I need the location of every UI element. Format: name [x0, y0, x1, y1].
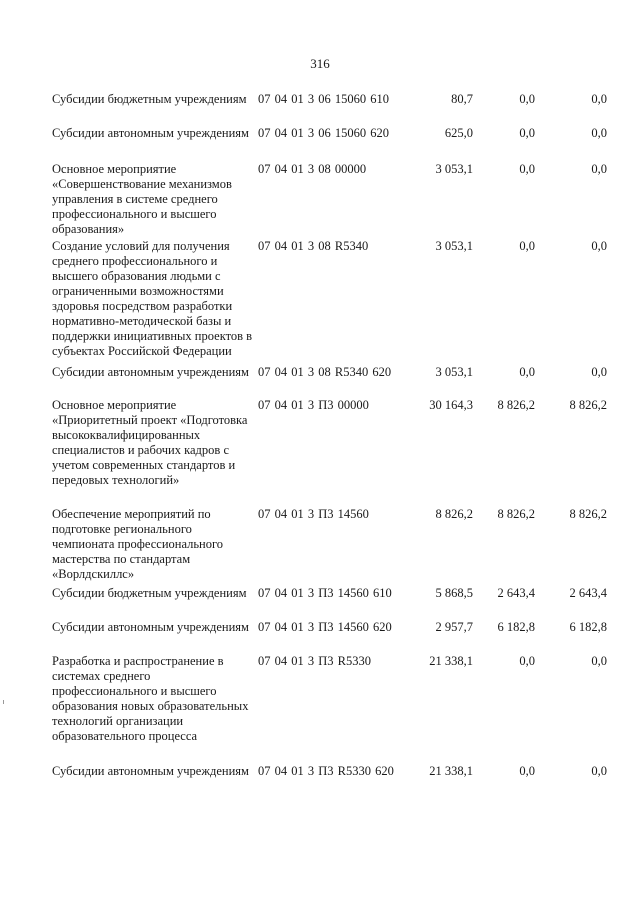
- row-code: 07 04 01 3 П3 14560: [258, 507, 369, 521]
- row-code: 07 04 01 3 08 R5340 620: [258, 365, 392, 379]
- row-value-2: 0,0: [519, 239, 535, 253]
- row-value-3: 6 182,8: [569, 620, 607, 634]
- row-value-3: 0,0: [591, 92, 607, 106]
- row-value-3: 0,0: [591, 126, 607, 140]
- row-name: Основное мероприятие «Приоритетный проект «Подготовка высококвалифицированных специалистов и рабочих кадров с учетом современных стандартов и передовых технологий»: [52, 398, 248, 487]
- row-value-3: 8 826,2: [569, 398, 607, 412]
- row-value-3: 0,0: [591, 162, 607, 176]
- row-code: 07 04 01 3 П3 R5330 620: [258, 764, 394, 778]
- row-value-2: 0,0: [519, 92, 535, 106]
- row-code: 07 04 01 3 П3 14560 620: [258, 620, 392, 634]
- row-value-2: 0,0: [519, 162, 535, 176]
- row-value-2: 0,0: [519, 365, 535, 379]
- row-value-1: 8 826,2: [435, 507, 473, 521]
- row-name: Субсидии бюджетным учреждениям: [52, 586, 247, 600]
- row-code: 07 04 01 3 П3 00000: [258, 398, 369, 412]
- row-value-3: 8 826,2: [569, 507, 607, 521]
- row-name: Субсидии автономным учреждениям: [52, 764, 249, 778]
- row-value-3: 0,0: [591, 365, 607, 379]
- row-value-1: 21 338,1: [429, 654, 473, 668]
- row-name: Обеспечение мероприятий по подготовке регионального чемпионата профессионального мастерства по стандартам «Ворлдскиллс»: [52, 507, 224, 581]
- row-code: 07 04 01 3 06 15060 620: [258, 126, 389, 140]
- row-value-1: 21 338,1: [429, 764, 473, 778]
- row-name: Субсидии автономным учреждениям: [52, 365, 249, 379]
- scan-mark: [3, 700, 4, 704]
- row-value-1: 3 053,1: [435, 162, 473, 176]
- row-code: 07 04 01 3 08 R5340: [258, 239, 369, 253]
- row-value-3: 0,0: [591, 654, 607, 668]
- row-value-3: 0,0: [591, 239, 607, 253]
- row-name: Разработка и распространение в системах среднего профессионального и высшего образования новых образовательных технологий организации образовательного процесса: [52, 654, 249, 743]
- row-name: Субсидии бюджетным учреждениям: [52, 92, 247, 106]
- page-number: 316: [310, 56, 330, 71]
- row-name: Субсидии автономным учреждениям: [52, 126, 249, 140]
- row-value-2: 0,0: [519, 764, 535, 778]
- row-value-1: 2 957,7: [435, 620, 473, 634]
- row-value-1: 3 053,1: [435, 239, 473, 253]
- row-value-2: 6 182,8: [497, 620, 535, 634]
- row-value-3: 2 643,4: [569, 586, 607, 600]
- row-value-1: 625,0: [444, 126, 473, 140]
- row-code: 07 04 01 3 06 15060 610: [258, 92, 389, 106]
- row-name: Основное мероприятие «Совершенствование механизмов управления в системе среднего профессионального и высшего образования»: [52, 162, 232, 236]
- row-value-2: 8 826,2: [497, 507, 535, 521]
- row-code: 07 04 01 3 П3 14560 610: [258, 586, 392, 600]
- row-value-2: 8 826,2: [497, 398, 535, 412]
- row-name: Субсидии автономным учреждениям: [52, 620, 249, 634]
- row-value-1: 5 868,5: [435, 586, 473, 600]
- row-code: 07 04 01 3 08 00000: [258, 162, 367, 176]
- row-value-2: 2 643,4: [497, 586, 535, 600]
- row-name: Создание условий для получения среднего профессионального и высшего образования людьми с ограниченными возможностями здоровья посредством разработки нормативно-методической базы и поддержки инициативных проектов в субъектах Российской Федерации: [52, 239, 253, 358]
- row-value-1: 30 164,3: [429, 398, 473, 412]
- row-value-1: 80,7: [451, 92, 473, 106]
- row-value-2: 0,0: [519, 654, 535, 668]
- row-code: 07 04 01 3 П3 R5330: [258, 654, 371, 668]
- row-value-1: 3 053,1: [435, 365, 473, 379]
- row-value-3: 0,0: [591, 764, 607, 778]
- row-value-2: 0,0: [519, 126, 535, 140]
